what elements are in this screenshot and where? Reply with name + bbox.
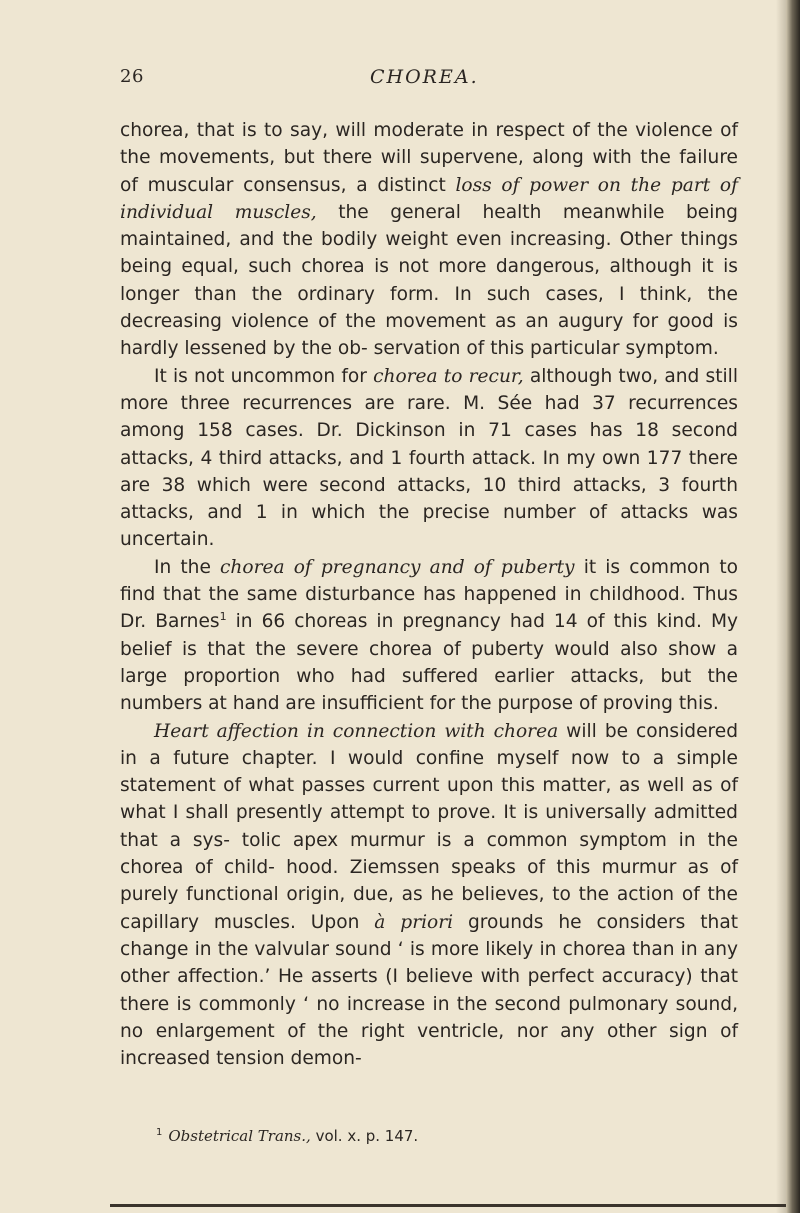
italic-phrase: loss of power on the part of individual muscles, [120, 174, 738, 223]
text-segment: In the [154, 556, 221, 578]
text-segment: although two, and still more three recurrences are rare. M. Sée had 37 recurrences among 158 cases. Dr. Dickinson in 71 cases has 18 second attacks, 4 third attacks, and 1 fourth attack. In my own 177 there are 38 which were second attacks, 10 third attacks, 3 fourth attacks, and 1 in which the precise number of attacks was uncertain. [120, 365, 738, 551]
paragraph-loss-of-power [120, 117, 738, 363]
text-segment: in 66 choreas in pregnancy had 14 of this kind. My belief is that the severe chorea of puberty would also show a large proportion who had suffered earlier attacks, but the numbers at hand are insufficient for the purpose of proving this. [120, 611, 738, 715]
text-segment: will be considered in a future chapter. I would confine myself now to a simple statement of what passes current upon this matter, as well as of what I shall presently attempt to prove. It is universally admitted that a sys- tolic apex murmur is a common symptom in the chorea of child- hood. Ziemssen speaks of this murmur as of purely functional origin, due, as he believes, to the action of the capillary muscles. Upon [120, 720, 739, 933]
text-segment: chorea, that is to say, will moderate in respect of the violence of the movements, but there will supervene, along with the failure of muscular consensus, a distinct [120, 120, 738, 196]
italic-phrase: Heart affection in connection with chorea [154, 720, 559, 742]
page-number: 26 [120, 66, 144, 87]
text-segment: it is common to find that the same disturbance has happened in childhood. Thus Dr. Barnes [120, 556, 738, 633]
footnote-marker: 1 [156, 1127, 163, 1138]
footnote-title: Obstetrical Trans., [168, 1127, 311, 1145]
footnote [156, 1126, 716, 1146]
paragraph-heart-affection [120, 718, 738, 1073]
text-segment: It is not uncommon for [154, 365, 374, 387]
paragraph-pregnancy-puberty [120, 554, 738, 718]
italic-phrase: chorea of pregnancy and of puberty [220, 556, 575, 578]
text-segment: the general health meanwhile being maintained, and the bodily weight even increasing. Other things being equal, such chorea is not more dangerous, although it is longer than the ordinary form. In such cases, I think, the decreasing violence of the movement as an augury for good is hardly lessened by the ob- servation of this particular symptom. [120, 201, 738, 360]
paragraph-recurrence [120, 363, 738, 554]
book-spine-edge [786, 0, 800, 1213]
italic-phrase: à priori [374, 911, 454, 933]
footnote-reference: 1 [219, 610, 227, 624]
body-text [120, 117, 738, 1072]
footnote-citation: vol. x. p. 147. [310, 1127, 419, 1145]
page-bottom-edge [110, 1204, 786, 1207]
page-header [120, 66, 738, 96]
page-gutter-shadow [776, 0, 786, 1213]
text-segment: grounds he considers that change in the valvular sound ‘ is more likely in chorea than in any other affection.’ He asserts (I believe with perfect accuracy) that there is commonly ‘ no increase in the second pulmonary sound, no enlargement of the right ventricle, nor any other sign of increased tension demon- [120, 911, 739, 1070]
running-title: CHOREA. [370, 66, 479, 88]
italic-phrase: chorea to recur, [373, 365, 524, 387]
